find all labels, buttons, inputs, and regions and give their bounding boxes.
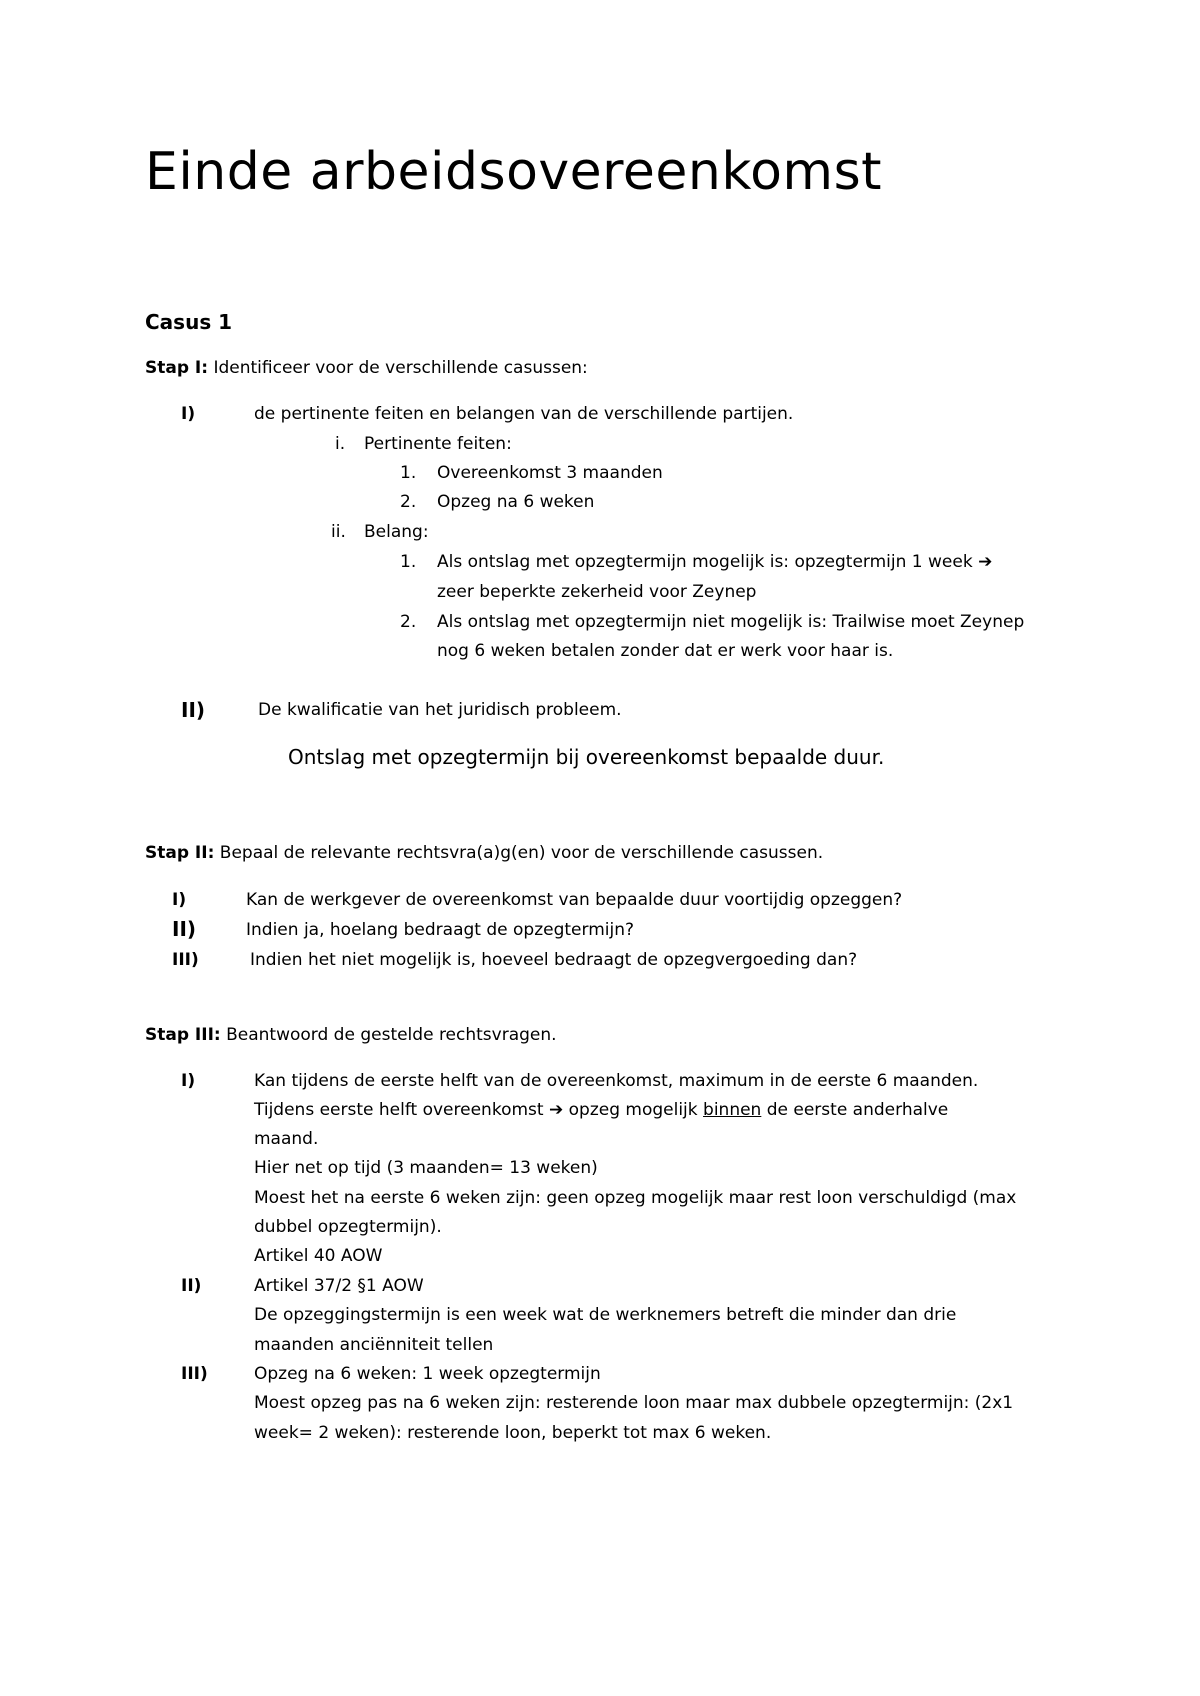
stap2-text: Bepaal de relevante rechtsvra(a)g(en) voor de verschillende casussen. xyxy=(214,843,824,863)
belang2-number: 2. xyxy=(400,612,417,632)
belang1-line2: zeer beperkte zekerheid voor Zeynep xyxy=(437,582,757,602)
stap1-label: Stap I: xyxy=(145,358,209,378)
stap2-q2-text: Indien ja, hoelang bedraagt de opzegtermijn? xyxy=(246,920,634,940)
stap2-q3-text: Indien het niet mogelijk is, hoeveel bedraagt de opzegvergoeding dan? xyxy=(250,950,858,970)
stap3-a2-number: II) xyxy=(181,1276,202,1296)
stap3-label: Stap III: xyxy=(145,1025,221,1045)
stap1-heading xyxy=(145,358,588,378)
right-arrow-icon: ➔ xyxy=(978,552,993,572)
stap2-q2-number: II) xyxy=(172,917,197,941)
stap2-heading xyxy=(145,843,823,863)
stap3-a3-number: III) xyxy=(181,1364,208,1384)
stap3-a2-line2: De opzeggingstermijn is een week wat de werknemers betreft die minder dan drie xyxy=(254,1305,957,1325)
stap3-a1-line7: Artikel 40 AOW xyxy=(254,1246,383,1266)
belang2-line1: Als ontslag met opzegtermijn niet mogelijk is: Trailwise moet Zeynep xyxy=(437,612,1025,632)
stap3-a1-line2-part2: opzeg mogelijk xyxy=(568,1100,698,1120)
stap2-q1-number: I) xyxy=(172,890,187,910)
stap3-a1-line2-part1: Tijdens eerste helft overeenkomst xyxy=(254,1100,544,1120)
belang1-line1 xyxy=(437,552,992,572)
kwalificatie-text: Ontslag met opzegtermijn bij overeenkomst bepaalde duur. xyxy=(288,745,885,769)
stap3-a2-line3: maanden anciënniteit tellen xyxy=(254,1335,494,1355)
sub-ii-text: Belang: xyxy=(364,522,429,542)
feit1-text: Overeenkomst 3 maanden xyxy=(437,463,663,483)
stap3-a1-line2-part3: de eerste anderhalve xyxy=(766,1100,949,1120)
stap3-a1-line3: maand. xyxy=(254,1129,319,1149)
stap3-a1-line1: Kan tijdens de eerste helft van de overeenkomst, maximum in de eerste 6 maanden. xyxy=(254,1071,979,1091)
stap3-a1-line2-underlined: binnen xyxy=(703,1100,762,1120)
page-title: Einde arbeidsovereenkomst xyxy=(145,142,883,202)
belang1-number: 1. xyxy=(400,552,417,572)
stap3-a2-line1: Artikel 37/2 §1 AOW xyxy=(254,1276,424,1296)
right-arrow-icon: ➔ xyxy=(548,1100,564,1120)
stap1-text: Identificeer voor de verschillende casussen: xyxy=(208,358,588,378)
stap2-q3-number: III) xyxy=(172,950,199,970)
stap3-a3-line1: Opzeg na 6 weken: 1 week opzegtermijn xyxy=(254,1364,601,1384)
stap3-a3-line3: week= 2 weken): resterende loon, beperkt tot max 6 weken. xyxy=(254,1423,772,1443)
belang2-line2: nog 6 weken betalen zonder dat er werk voor haar is. xyxy=(437,641,894,661)
stap3-a1-number: I) xyxy=(181,1071,196,1091)
feit1-number: 1. xyxy=(400,463,417,483)
sub-i-text: Pertinente feiten: xyxy=(364,434,512,454)
casus-heading: Casus 1 xyxy=(145,310,233,334)
feit2-text: Opzeg na 6 weken xyxy=(437,492,595,512)
stap3-a1-line5: Moest het na eerste 6 weken zijn: geen opzeg mogelijk maar rest loon verschuldigd (max xyxy=(254,1188,1017,1208)
stap3-a1-line4: Hier net op tijd (3 maanden= 13 weken) xyxy=(254,1158,598,1178)
stap1-item1-number: I) xyxy=(181,404,196,424)
stap3-a1-line6: dubbel opzegtermijn). xyxy=(254,1217,442,1237)
stap2-label: Stap II: xyxy=(145,843,215,863)
stap3-a1-line2 xyxy=(254,1100,948,1120)
feit2-number: 2. xyxy=(400,492,417,512)
stap1-item1-text: de pertinente feiten en belangen van de verschillende partijen. xyxy=(254,404,794,424)
stap3-heading xyxy=(145,1025,557,1045)
stap1-item2-text: De kwalificatie van het juridisch probleem. xyxy=(258,700,622,720)
belang1-line1-text: Als ontslag met opzegtermijn mogelijk is: opzegtermijn 1 week xyxy=(437,552,973,572)
stap2-q1-text: Kan de werkgever de overeenkomst van bepaalde duur voortijdig opzeggen? xyxy=(246,890,903,910)
sub-i-number: i. xyxy=(335,434,346,454)
stap3-a3-line2: Moest opzeg pas na 6 weken zijn: resterende loon maar max dubbele opzegtermijn: (2x1 xyxy=(254,1393,1014,1413)
stap3-text: Beantwoord de gestelde rechtsvragen. xyxy=(220,1025,557,1045)
stap1-item2-number: II) xyxy=(181,698,206,722)
sub-ii-number: ii. xyxy=(331,522,346,542)
